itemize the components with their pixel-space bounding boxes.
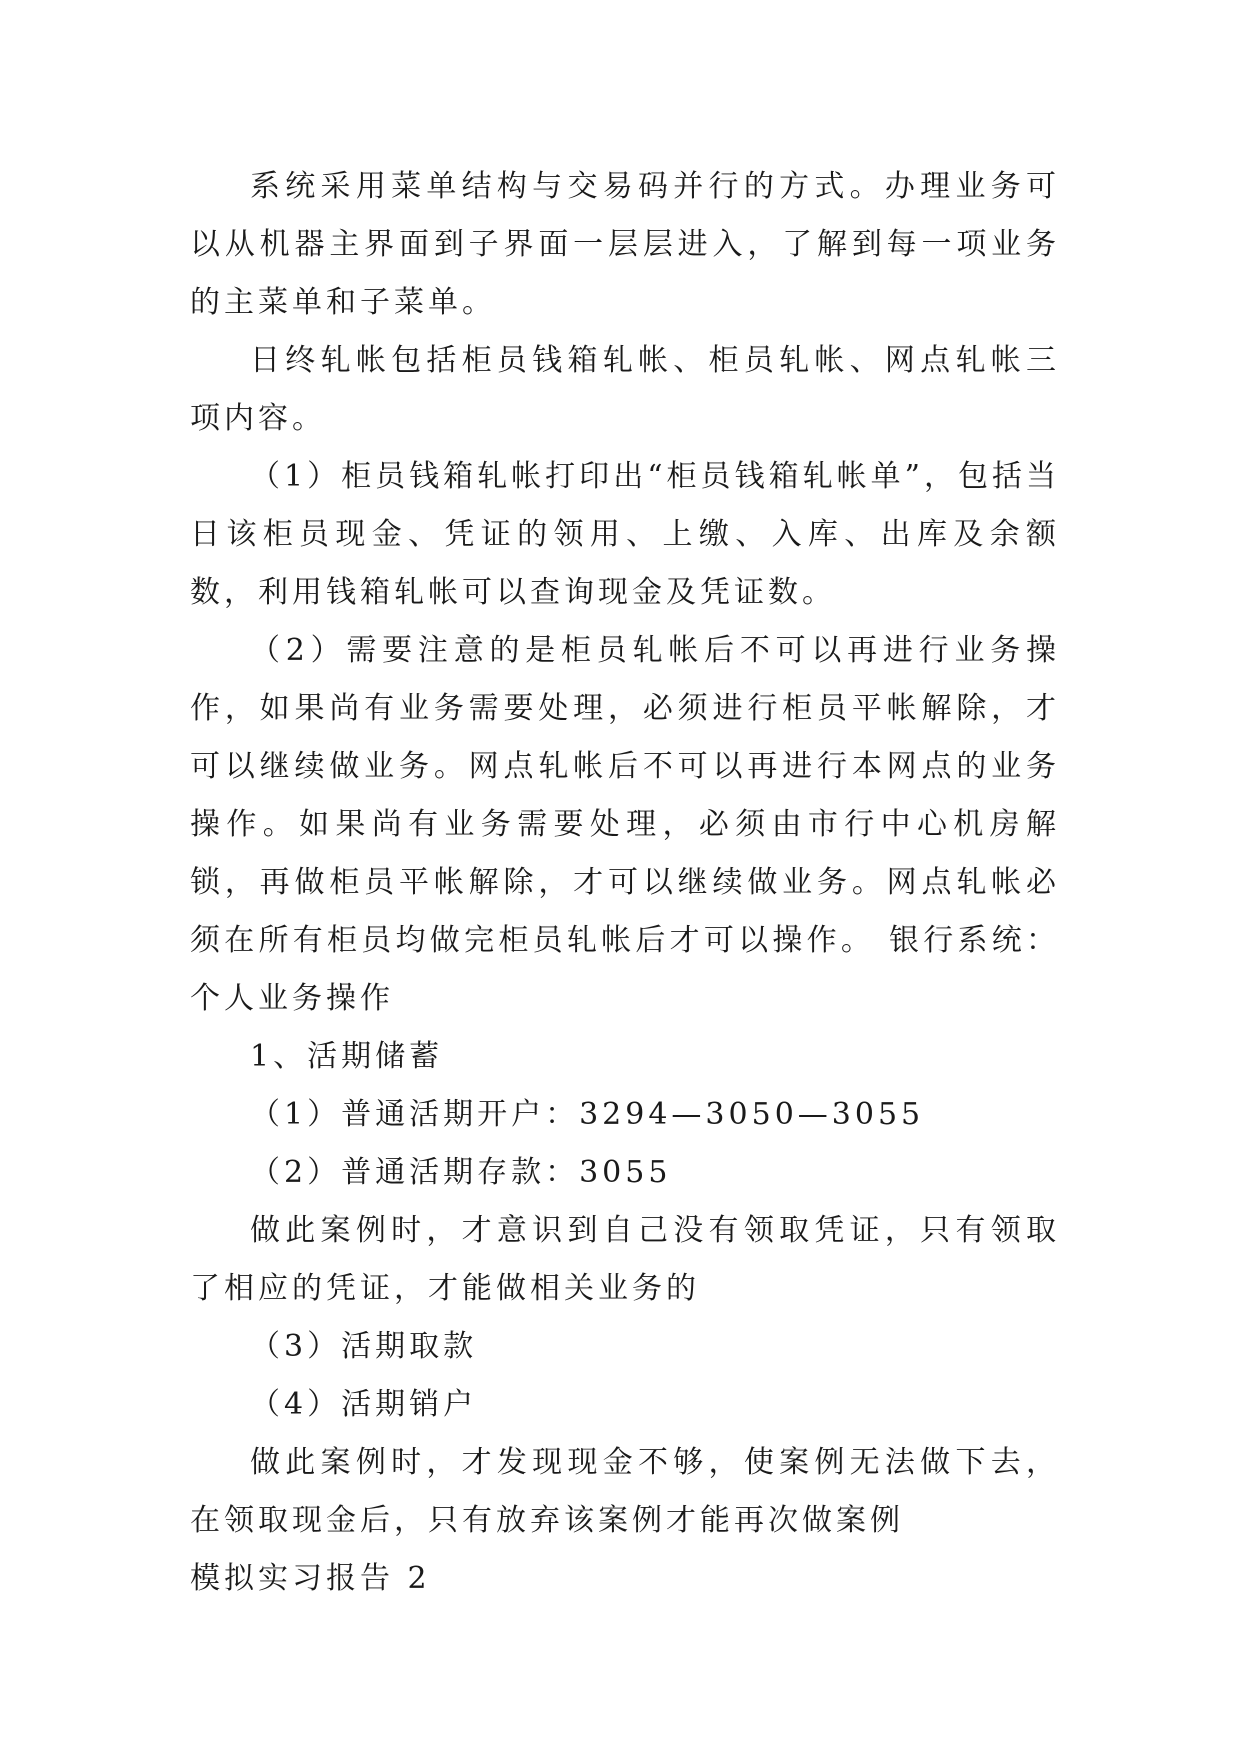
paragraph-end-of-day: 日终轧帐包括柜员钱箱轧帐、柜员轧帐、网点轧帐三项内容。	[190, 343, 1060, 436]
paragraph-voucher-note: 做此案例时，才意识到自己没有领取凭证，只有领取了相应的凭证，才能做相关业务的	[190, 1213, 1060, 1306]
paragraph-cashbox-balancing: （1）柜员钱箱轧帐打印出“柜员钱箱轧帐单”，包括当日该柜员现金、凭证的领用、上缴、入库、出库及余额数，利用钱箱轧帐可以查询现金及凭证数。	[190, 459, 1060, 610]
document-body	[190, 158, 1060, 1608]
list-item-close-account: （4）活期销户	[250, 1387, 478, 1422]
heading-demand-savings: 1、活期储蓄	[250, 1039, 444, 1074]
paragraph-menu-structure: 系统采用菜单结构与交易码并行的方式。办理业务可以从机器主界面到子界面一层层进入，了解到每一项业务的主菜单和子菜单。	[190, 169, 1060, 320]
list-item-open-account: （1）普通活期开户：3294—3050—3055	[250, 1097, 925, 1132]
list-item-withdrawal: （3）活期取款	[250, 1329, 478, 1364]
paragraph-teller-balancing: （2）需要注意的是柜员轧帐后不可以再进行业务操作，如果尚有业务需要处理，必须进行柜员平帐解除，才可以继续做业务。网点轧帐后不可以再进行本网点的业务操作。如果尚有业务需要处理，必须由市行中心机房解锁，再做柜员平帐解除，才可以继续做业务。网点轧帐必须在所有柜员均做完柜员轧帐后才可以操作。 银行系统：个人业务操作	[190, 633, 1060, 1016]
paragraph-cash-note: 做此案例时，才发现现金不够，使案例无法做下去，在领取现金后，只有放弃该案例才能再次做案例	[190, 1445, 1060, 1538]
list-item-deposit: （2）普通活期存款：3055	[250, 1155, 672, 1190]
section-title-report-2: 模拟实习报告 2	[190, 1561, 431, 1596]
